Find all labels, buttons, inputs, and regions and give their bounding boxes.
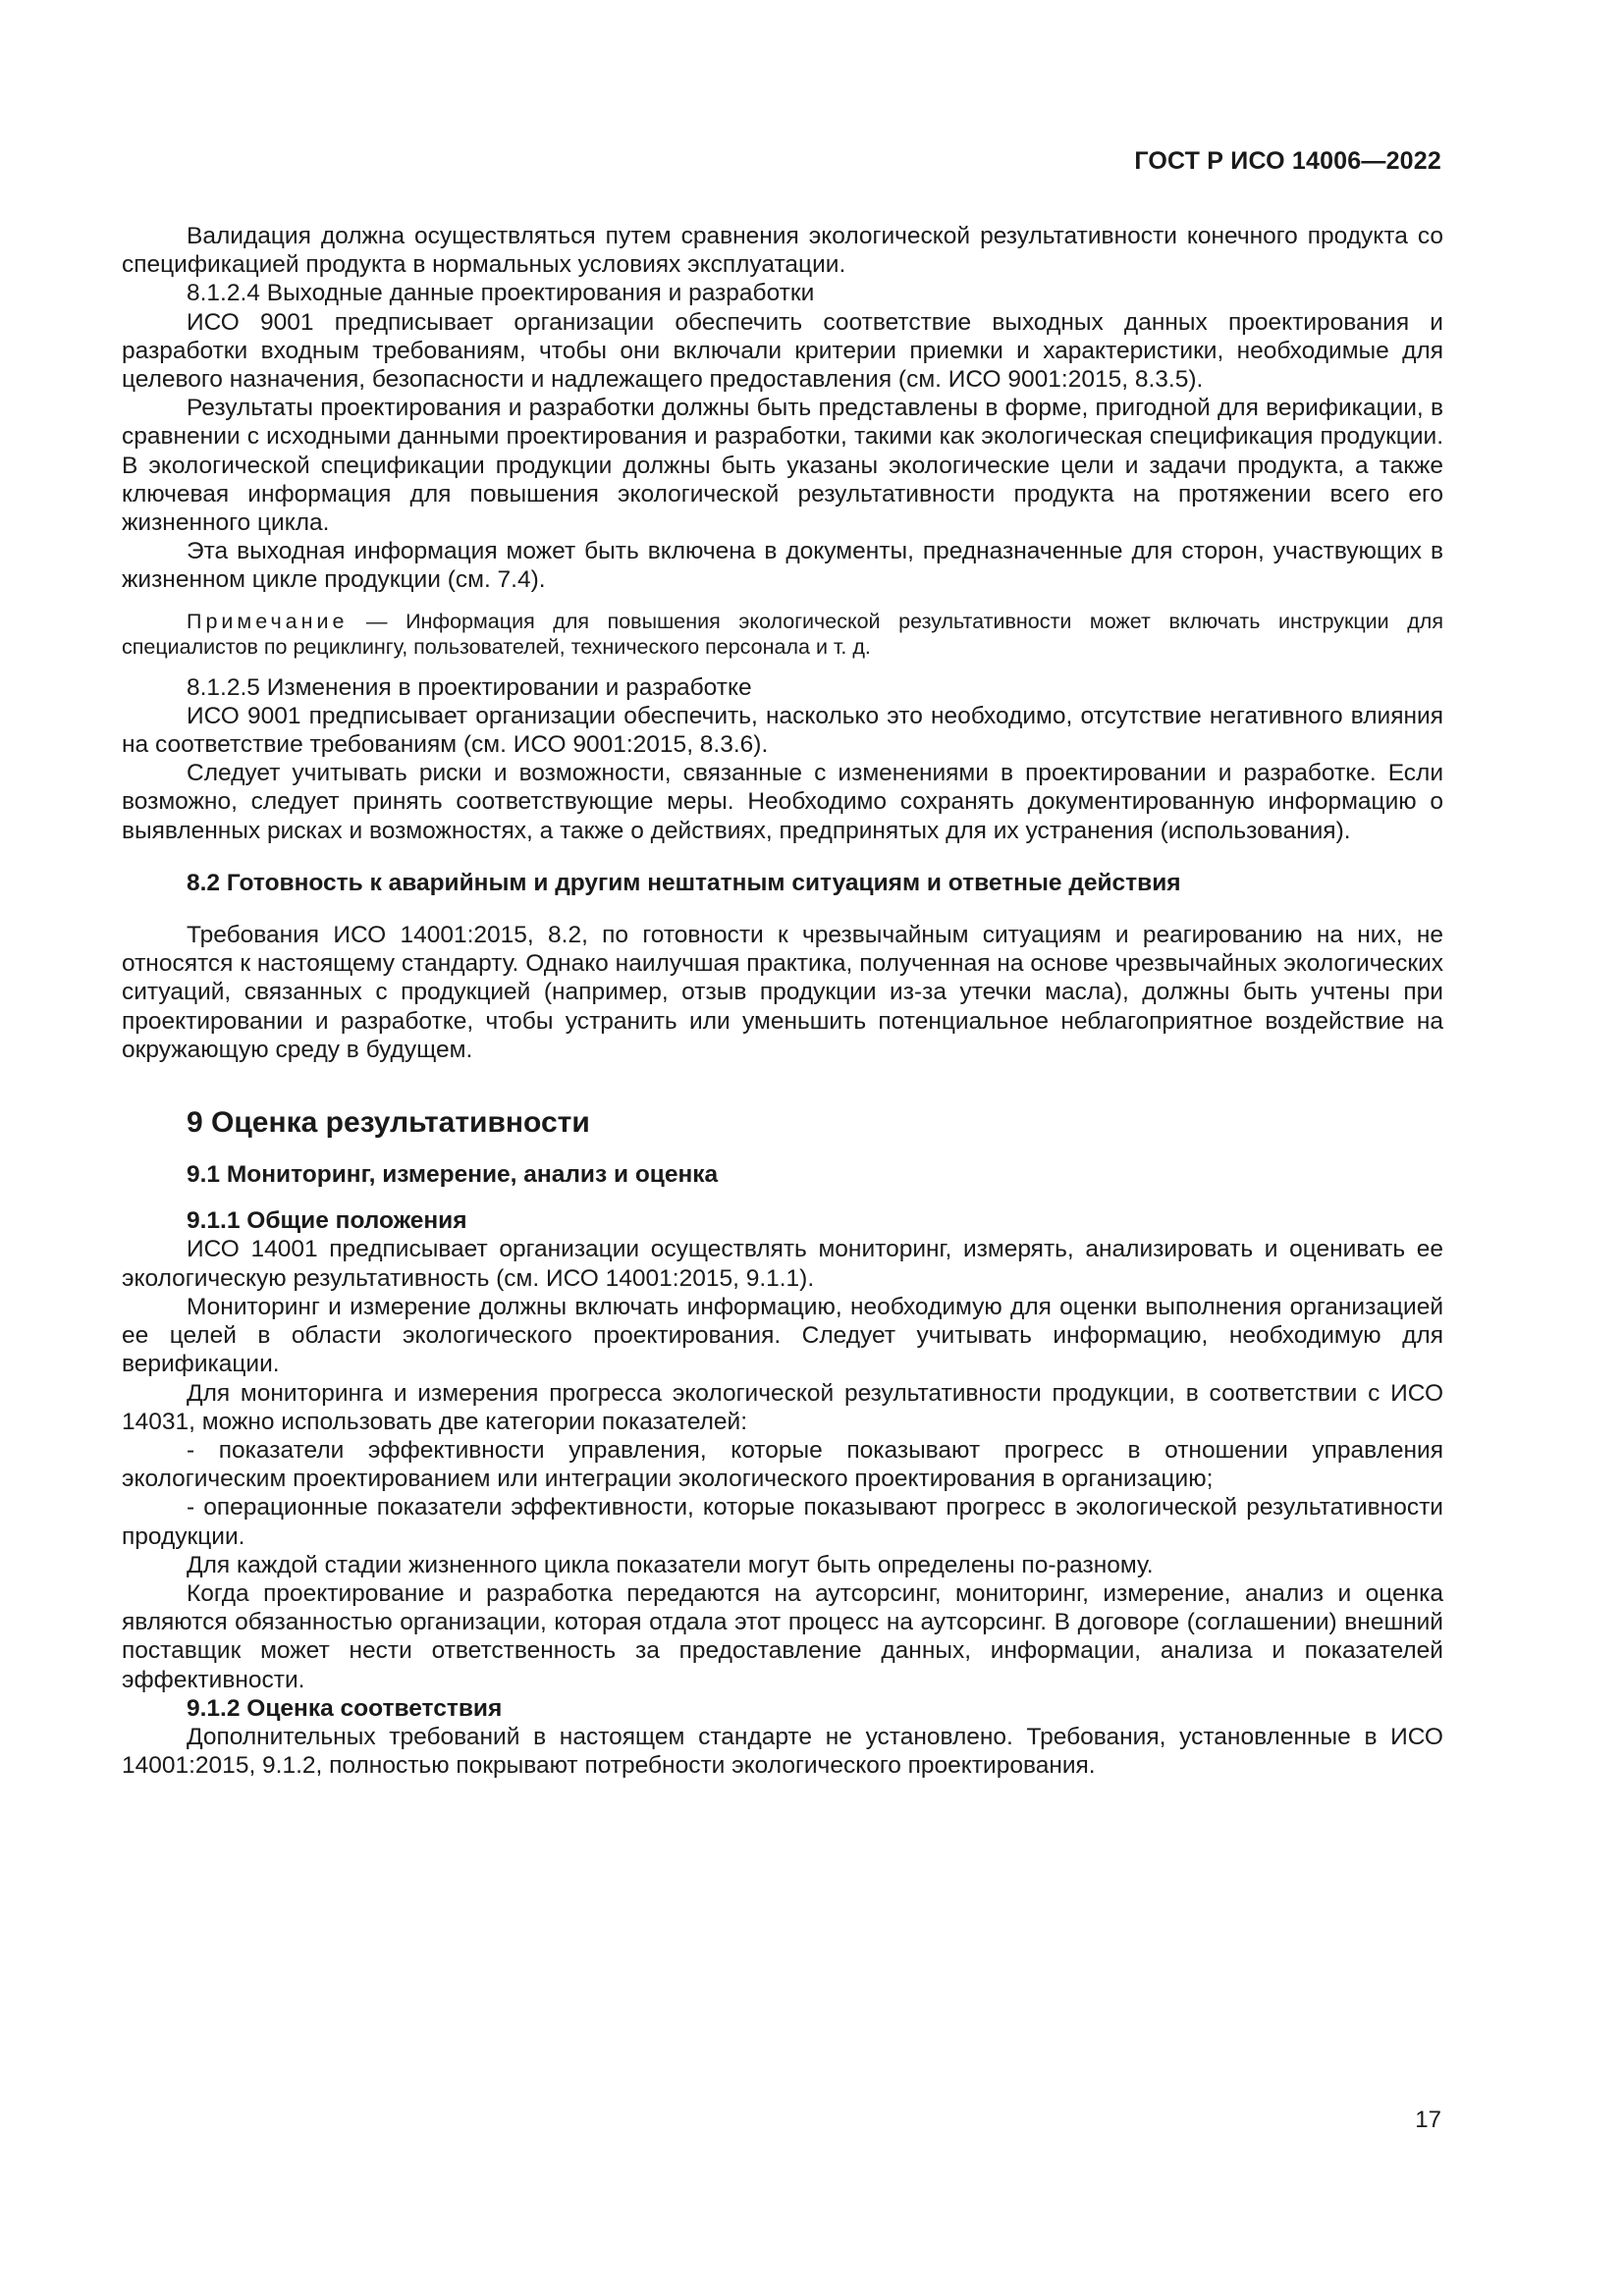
- paragraph: Для мониторинга и измерения прогресса экологической результативности продукции, в соответствии с ИСО 14031, можно использовать две категории показателей:: [122, 1379, 1443, 1435]
- paragraph: Когда проектирование и разработка передаются на аутсорсинг, мониторинг, измерение, анализ и оценка являются обязанностью организации, которая отдала этот процесс на аутсорсинг. В договоре (соглашении) внешний поставщик может нести ответственность за предоставление данных, информации, анализа и показателей эффективности.: [122, 1579, 1443, 1693]
- section-title-9: 9 Оценка результативности: [187, 1106, 590, 1140]
- paragraph: Требования ИСО 14001:2015, 8.2, по готовности к чрезвычайным ситуациям и реагированию на них, не относятся к настоящему стандарту. Однако наилучшая практика, полученная на основе чрезвычайных экологических ситуаций, связанных с продукцией (например, отзыв продукции из-за утечки масла), должны быть учтены при проектировании и разработке, чтобы устранить или уменьшить потенциальное неблагоприятное воздействие на окружающую среду в будущем.: [122, 922, 1443, 1063]
- paragraph: ИСО 9001 предписывает организации обеспечить, насколько это необходимо, отсутствие негативного влияния на соответствие требованиям (см. ИСО 9001:2015, 8.3.6).: [122, 702, 1443, 759]
- subsection-title-8-1-2-5: 8.1.2.5 Изменения в проектировании и разработке: [187, 673, 752, 701]
- page-number: 17: [1415, 2107, 1441, 2133]
- subsection-title-8-1-2-4: 8.1.2.4 Выходные данные проектирования и разработки: [187, 280, 815, 307]
- note-label: Примечание: [187, 609, 349, 633]
- note-text: — Информация для повышения экологической результативности может включать инструкции для специалистов по рециклингу, пользователей, технического персонала и т. д.: [122, 609, 1443, 659]
- list-item: - показатели эффективности управления, которые показывают прогресс в отношении управления экологическим проектированием или интеграции экологического проектирования в организацию;: [122, 1436, 1443, 1493]
- note: [122, 609, 1443, 660]
- paragraph: Валидация должна осуществляться путем сравнения экологической результативности конечного продукта со спецификацией продукта в нормальных условиях эксплуатации.: [122, 223, 1443, 279]
- paragraph: Для каждой стадии жизненного цикла показатели могут быть определены по-разному.: [187, 1551, 1154, 1578]
- section-title-8-2: 8.2 Готовность к аварийным и другим нештатным ситуациям и ответные действия: [187, 869, 1181, 896]
- list-item: - операционные показатели эффективности, которые показывают прогресс в экологической результативности продукции.: [122, 1494, 1443, 1550]
- section-title-9-1: 9.1 Мониторинг, измерение, анализ и оценка: [187, 1161, 719, 1189]
- section-title-9-1-2: 9.1.2 Оценка соответствия: [187, 1694, 503, 1722]
- section-title-9-1-1: 9.1.1 Общие положения: [187, 1207, 467, 1235]
- paragraph: Результаты проектирования и разработки должны быть представлены в форме, пригодной для верификации, в сравнении с исходными данными проектирования и разработки, такими как экологическая спецификация продукции. В экологической спецификации продукции должны быть указаны экологические цели и задачи продукта, а также ключевая информация для повышения экологической результативности продукта на протяжении всего его жизненного цикла.: [122, 395, 1443, 537]
- paragraph: ИСО 14001 предписывает организации осуществлять мониторинг, измерять, анализировать и оценивать ее экологическую результативность (см. ИСО 14001:2015, 9.1.1).: [122, 1236, 1443, 1292]
- paragraph: ИСО 9001 предписывает организации обеспечить соответствие выходных данных проектирования и разработки входным требованиям, чтобы они включали критерии приемки и характеристики, необходимые для целевого назначения, безопасности и надлежащего предоставления (см. ИСО 9001:2015, 8.3.5).: [122, 308, 1443, 394]
- paragraph: Эта выходная информация может быть включена в документы, предназначенные для сторон, участвующих в жизненном цикле продукции (см. 7.4).: [122, 538, 1443, 594]
- document-body: [122, 222, 1443, 1780]
- paragraph: Следует учитывать риски и возможности, связанные с изменениями в проектировании и разработке. Если возможно, следует принять соответствующие меры. Необходимо сохранять документированную информацию о выявленных рисках и возможностях, а также о действиях, предпринятых для их устранения (использования).: [122, 760, 1443, 844]
- paragraph: Дополнительных требований в настоящем стандарте не установлено. Требования, установленные в ИСО 14001:2015, 9.1.2, полностью покрывают потребности экологического проектирования.: [122, 1723, 1443, 1780]
- paragraph: Мониторинг и измерение должны включать информацию, необходимую для оценки выполнения организацией ее целей в области экологического проектирования. Следует учитывать информацию, необходимую для верификации.: [122, 1293, 1443, 1378]
- document-code-header: ГОСТ Р ИСО 14006—2022: [1134, 147, 1441, 175]
